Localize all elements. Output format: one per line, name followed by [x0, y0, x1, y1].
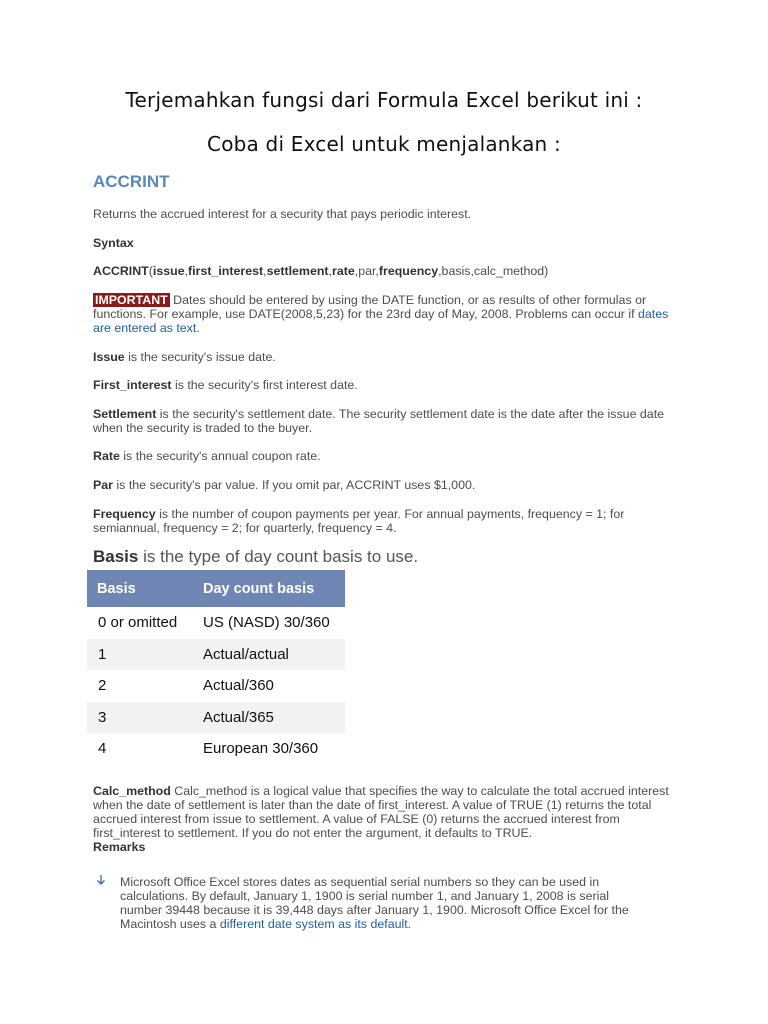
arg-calc-method	[93, 784, 678, 840]
basis-cell: 4	[98, 740, 107, 758]
down-arrow-bullet-icon	[96, 874, 106, 889]
arg-basis	[93, 547, 418, 567]
basis-table-header-basis: Basis	[87, 570, 197, 607]
syntax-arg-issue: issue	[152, 264, 185, 278]
arg-first-interest	[93, 378, 678, 392]
arg-basis-desc: is the type of day count basis to use.	[138, 547, 419, 566]
arg-settlement-name: Settlement	[93, 407, 157, 421]
day-count-cell: Actual/365	[197, 702, 345, 734]
arg-rate-desc: is the security's annual coupon rate.	[119, 449, 321, 463]
important-badge: IMPORTANT	[95, 293, 168, 307]
basis-cell: 0 or omitted	[98, 614, 178, 632]
arg-first-interest-name: First_interest	[93, 378, 172, 392]
important-note	[93, 293, 678, 335]
arg-calc-method-desc: Calc_method is a logical value that specifies the way to calculate the total accrued interest when the date of settlement is later than the date of first_interest. A value of TRUE (1) returns the total accrued interest from issue to settlement. A value of FALSE (0) returns the accrued interest from first_interest to settlement. If you do not enter the argument, it defaults to TRUE.	[93, 784, 669, 840]
table-row	[87, 607, 345, 639]
basis-table-header-day-count: Day count basis	[197, 570, 345, 607]
function-title: ACCRINT	[93, 172, 170, 191]
syntax-arg-settlement: settlement	[266, 264, 329, 278]
arg-par-name: Par	[93, 478, 113, 492]
down-arrow-bullet-icon-svg	[96, 874, 106, 886]
basis-cell: 1	[87, 639, 197, 671]
basis-table	[87, 570, 345, 765]
arg-first-interest-desc: is the security's first interest date.	[171, 378, 358, 392]
arg-calc-method-name: Calc_method	[93, 784, 171, 798]
arg-frequency-desc: is the number of coupon payments per year. For annual payments, frequency = 1; for semiannual, frequency = 2; for quarterly, frequency = 4.	[93, 507, 625, 535]
table-row	[87, 670, 345, 702]
remarks-label: Remarks	[93, 840, 146, 854]
remarks-bullet-item	[120, 875, 640, 931]
dates-as-text-link[interactable]: dates are entered as text.	[93, 307, 669, 335]
arg-par	[93, 478, 678, 492]
syntax-arg-first-interest: first_interest	[188, 264, 264, 278]
arg-settlement	[93, 407, 678, 435]
basis-table-header-row	[87, 570, 345, 607]
arg-basis-name: Basis	[93, 547, 139, 566]
basis-cell: 2	[98, 677, 107, 695]
syntax-arg-par: par	[358, 264, 376, 278]
heading-instruction-1: Terjemahkan fungsi dari Formula Excel berikut ini :	[125, 88, 643, 112]
arg-issue-desc: is the security's issue date.	[124, 350, 276, 364]
remarks-bullet-end: .	[407, 917, 412, 931]
table-row	[87, 733, 345, 765]
syntax-label: Syntax	[93, 236, 134, 250]
day-count-cell: European 30/360	[203, 740, 319, 758]
syntax-line: ACCRINT(issue,first_interest,settlement,rate,par,frequency,basis,calc_method)	[93, 264, 549, 278]
day-count-cell: US (NASD) 30/360	[203, 614, 330, 632]
function-description: Returns the accrued interest for a security that pays periodic interest.	[93, 207, 472, 221]
basis-cell: 3	[87, 702, 197, 734]
arg-issue	[93, 350, 678, 364]
table-row	[87, 639, 345, 671]
arg-par-desc: is the security's par value. If you omit par, ACCRINT uses $1,000.	[112, 478, 476, 492]
arg-settlement-desc: is the security's settlement date. The security settlement date is the date after the issue date when the security is traded to the buyer.	[93, 407, 665, 435]
day-count-cell: Actual/actual	[197, 639, 345, 671]
syntax-arg-rate: rate	[332, 264, 355, 278]
syntax-close-paren: )	[544, 264, 549, 278]
syntax-arg-rest: basis,calc_method	[441, 264, 545, 278]
heading-instruction-2: Coba di Excel untuk menjalankan :	[207, 132, 561, 156]
arg-frequency	[93, 507, 678, 535]
date-system-link[interactable]: different date system as its default	[219, 917, 408, 931]
table-row	[87, 702, 345, 734]
arg-frequency-name: Frequency	[93, 507, 156, 521]
arg-rate-name: Rate	[93, 449, 120, 463]
arg-rate	[93, 449, 678, 463]
syntax-arg-frequency: frequency	[378, 264, 439, 278]
remarks-bullet-text: Microsoft Office Excel stores dates as sequential serial numbers so they can be used in calculations. By default, January 1, 1900 is serial number 1, and January 1, 2008 is serial number 39448 because it is 39,448 days after January 1, 1900. Microsoft Office Excel for the Macintosh uses a	[120, 875, 629, 931]
arg-issue-name: Issue	[93, 350, 125, 364]
syntax-open-paren: (	[148, 264, 153, 278]
day-count-cell: Actual/360	[203, 677, 274, 695]
syntax-function-name: ACCRINT	[93, 264, 149, 278]
important-text: Dates should be entered by using the DATE function, or as results of other formulas or functions. For example, use DATE(2008,5,23) for the 23rd day of May, 2008. Problems can occur if	[93, 293, 647, 321]
